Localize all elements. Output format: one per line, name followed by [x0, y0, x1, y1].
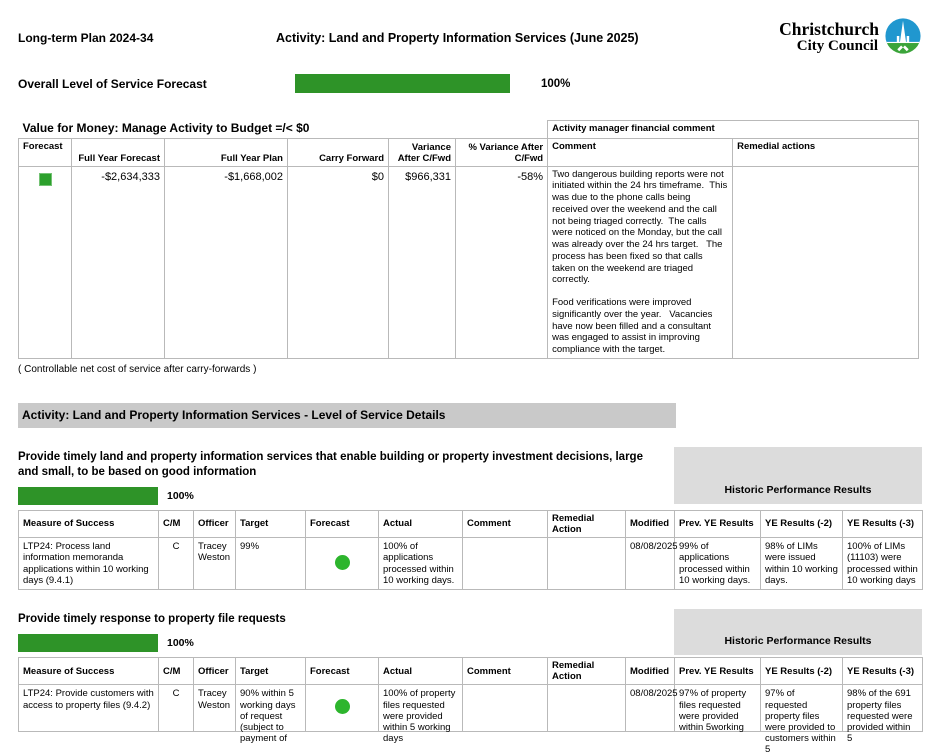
col-target: Target [236, 510, 306, 537]
ye2-value: 98% of LIMs were issued within 10 working days. [761, 538, 843, 590]
remedial-actions-value [733, 166, 919, 358]
col-full-year-forecast: Full Year Forecast [72, 138, 165, 166]
section-progress-bar-1 [18, 487, 158, 505]
col-measure: Measure of Success [19, 510, 159, 537]
actual-value: 100% of applications processed within 10 working days. [379, 538, 463, 590]
remedial-value [548, 538, 626, 590]
measure-header-row-1 [19, 510, 923, 537]
col-target: Target [236, 658, 306, 685]
comment-value [463, 538, 548, 590]
modified-value: 08/08/2025 [626, 538, 675, 590]
col-comment: Comment [548, 138, 733, 166]
col-officer: Officer [194, 510, 236, 537]
measure-of-success: LTP24: Process land information memoranda applications within 10 working days (9.4.1) [19, 538, 159, 590]
col-modified: Modified [626, 658, 675, 685]
col-carry-forward: Carry Forward [288, 138, 389, 166]
los-section-land-information [18, 450, 922, 590]
prev-ye-value: 99% of applications processed within 10 working days. [675, 538, 761, 590]
historic-performance-header-2 [674, 609, 922, 655]
comment-value [463, 685, 548, 732]
full-year-plan-value: -$1,668,002 [165, 166, 288, 358]
activity-title: Activity: Land and Property Information Services (June 2025) [276, 31, 639, 45]
measure-header-row-2 [19, 658, 923, 685]
logo-line2: City Council [796, 38, 878, 55]
logo-line1: Christchurch [779, 19, 879, 40]
officer-value: Tracey Weston [194, 685, 236, 732]
col-ye2: YE Results (-2) [761, 658, 843, 685]
report-header [18, 12, 922, 64]
col-comment: Comment [463, 510, 548, 537]
col-modified: Modified [626, 510, 675, 537]
col-prev-ye: Prev. YE Results [675, 510, 761, 537]
overall-forecast-label: Overall Level of Service Forecast [18, 76, 207, 91]
col-cm: C/M [159, 510, 194, 537]
historic-performance-label: Historic Performance Results [724, 483, 872, 496]
prev-ye-value: 97% of property files requested were provided within 5working [679, 688, 747, 734]
col-pct-variance-after: % Variance After C/Fwd [456, 138, 548, 166]
overall-percent: 100% [541, 77, 571, 90]
col-remedial: Remedial Action [548, 510, 626, 537]
overall-progress-bar [295, 74, 510, 93]
col-forecast: Forecast [19, 138, 72, 166]
overall-forecast-row [18, 74, 922, 93]
los-section-property-files [18, 612, 922, 756]
section-heading-2: Provide timely response to property file requests [18, 613, 286, 626]
col-actual: Actual [379, 510, 463, 537]
col-cm: C/M [159, 658, 194, 685]
plan-title: Long-term Plan 2024-34 [18, 31, 154, 45]
ye3-value: 100% of LIMs (11103) were processed within 10 working days [843, 538, 923, 590]
remedial-value [548, 685, 626, 732]
value-for-money-section [18, 120, 922, 375]
actual-value: 100% of property files requested were provided within 5 working days [383, 688, 456, 745]
measure-table-2 [18, 657, 923, 756]
council-logo-text [779, 21, 879, 54]
col-full-year-plan: Full Year Plan [165, 138, 288, 166]
green-circle-status-icon [335, 555, 350, 570]
full-year-forecast-value: -$2,634,333 [72, 166, 165, 358]
carry-forward-value: $0 [288, 166, 389, 358]
col-ye2: YE Results (-2) [761, 510, 843, 537]
col-remedial: Remedial Action [548, 658, 626, 685]
col-ye3: YE Results (-3) [843, 510, 923, 537]
vfm-data-row [19, 166, 919, 358]
col-comment: Comment [463, 658, 548, 685]
financial-comment-header: Activity manager financial comment [548, 121, 919, 139]
target-value: 90% within 5 working days of request (subject to payment of [240, 688, 296, 745]
measure-row [19, 685, 923, 732]
section-heading-1: Provide timely land and property information services that enable building or property investment decisions, large and small, to be based on good information [18, 450, 643, 478]
report-page [0, 12, 934, 756]
level-of-service-details-band: Activity: Land and Property Information Services - Level of Service Details [18, 403, 676, 428]
col-forecast: Forecast [306, 658, 379, 685]
col-forecast: Forecast [306, 510, 379, 537]
officer-value: Tracey Weston [194, 538, 236, 590]
historic-performance-header-1 [674, 447, 922, 504]
cm-value: C [159, 538, 194, 590]
pct-variance-after-value: -58% [456, 166, 548, 358]
measure-table-1 [18, 510, 923, 590]
target-value: 99% [236, 538, 306, 590]
col-prev-ye: Prev. YE Results [675, 658, 761, 685]
section-percent-1: 100% [167, 489, 194, 502]
value-for-money-table [18, 120, 919, 359]
col-actual: Actual [379, 658, 463, 685]
section-progress-bar-2 [18, 634, 158, 652]
controllable-cost-footnote: ( Controllable net cost of service after carry-forwards ) [18, 363, 257, 375]
ye3-value: 98% of the 691 property files requested were provided within 5 [847, 688, 913, 745]
financial-comment-paragraph-1: Two dangerous building reports were not initiated within the 24 hrs timeframe. This was due to the phone calls being received over the weekend and the call not being triaged correctly. The calls were noticed on the Monday, but the call was already over the 24 hrs target. The process has been fixed so that calls taken on the weekend are triaged correctly. [552, 168, 730, 286]
col-measure: Measure of Success [19, 658, 159, 685]
vfm-header-row [19, 138, 919, 166]
green-square-status-icon [39, 173, 52, 186]
cathedral-icon [884, 17, 922, 60]
col-ye3: YE Results (-3) [843, 658, 923, 685]
col-variance-after: Variance After C/Fwd [389, 138, 456, 166]
historic-performance-label: Historic Performance Results [724, 635, 872, 648]
council-logo [734, 17, 922, 60]
modified-value: 08/08/2025 [626, 685, 675, 732]
green-circle-status-icon [335, 699, 350, 714]
col-remedial-actions: Remedial actions [733, 138, 919, 166]
variance-after-value: $966,331 [389, 166, 456, 358]
value-for-money-title: Value for Money: Manage Activity to Budget =/< $0 [22, 120, 310, 135]
ye2-value: 97% of requested property files were provided to customers within 5 [765, 688, 836, 756]
col-officer: Officer [194, 658, 236, 685]
section-percent-2: 100% [167, 637, 194, 650]
measure-row [19, 538, 923, 590]
measure-of-success: LTP24: Provide customers with access to property files (9.4.2) [23, 688, 154, 711]
cm-value: C [159, 685, 194, 732]
financial-comment-paragraph-2: Food verifications were improved significantly over the year. Vacancies have now been filled and a consultant was engaged to assist in improving compliance with the target. [552, 297, 716, 356]
